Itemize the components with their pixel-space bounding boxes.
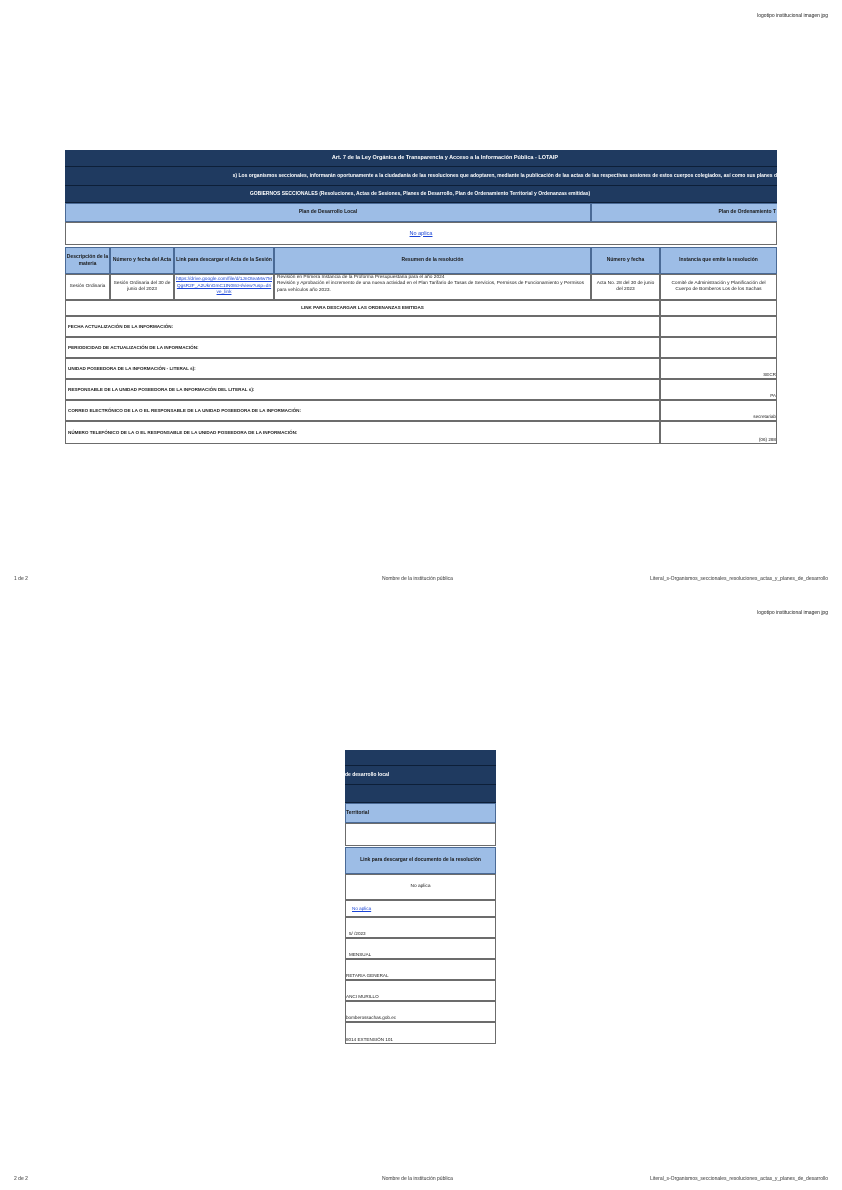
info-value-fecha	[660, 316, 777, 337]
continuation-table	[345, 750, 496, 1044]
cont-unidad-value: RETARIA GENERAL	[345, 959, 496, 980]
cont-fecha-value: 5/ /2023	[345, 917, 496, 938]
plan-desarrollo-header: Plan de Desarrollo Local	[65, 203, 591, 222]
col-resumen: Resumen de la resolución	[274, 247, 591, 274]
col-link-acta: Link para descargar el Acta de la Sesión	[174, 247, 274, 274]
info-value-responsable: PA	[660, 379, 777, 400]
institution-name-1: Nombre de la institución pública	[382, 576, 453, 582]
document-filename-2: Literal_s-Organismos_seccionales_resoluciones_actas_y_planes_de_desarrollo	[650, 1176, 828, 1182]
main-table	[65, 150, 777, 445]
info-label-unidad: UNIDAD POSEEDORA DE LA INFORMACIÓN - LITERAL s):	[65, 358, 660, 379]
col-numero-acta: Número y fecha del Acta	[110, 247, 174, 274]
info-label-correo: CORREO ELECTRÓNICO DE LA O EL RESPONSABLE DE LA UNIDAD POSEEDORA DE LA INFORMACIÓN:	[65, 400, 660, 421]
col-link-documento: Link para descargar el documento de la resolución	[345, 847, 496, 874]
cell-link-acta	[174, 274, 274, 300]
plan-ordenamiento-header: Plan de Ordenamiento T	[591, 203, 777, 222]
cont-correo-value: bomberossachas.gob.ec	[345, 1001, 496, 1022]
section-header: GOBIERNOS SECCIONALES (Resoluciones, Actas de Sesiones, Planes de Desarrollo, Plan de Ordenamiento Territorial y Ordenanzas emitidas)	[65, 186, 777, 203]
cont-telefono-value: 8014 EXTENSIÓN 101	[345, 1022, 496, 1044]
cont-section-band	[345, 785, 496, 803]
col-descripcion: Descripción de la materia	[65, 247, 110, 274]
cont-periodicidad-value: MENSUAL	[345, 938, 496, 959]
cont-ordenanzas-cell	[345, 900, 496, 917]
page-number-1: 1 de 2	[14, 576, 28, 582]
document-filename-1: Literal_s-Organismos_seccionales_resoluciones_actas_y_planes_de_desarrollo	[650, 576, 828, 582]
acta-download-link[interactable]: https://drive.google.com/file/d/1JnOteaMw7MQgsR2F_A2UknGmC1tN08cH/view?usp=drive_link	[176, 277, 272, 296]
cont-responsable-value: ANCI MURILLO	[345, 980, 496, 1001]
resumen-line-2: Revisión y Aprobación el incremento de una nueva actividad en el Plan Tarifario de Tasas de Servicios, Permisos de Funcionamiento y Permisos para vehículos año 2023.	[277, 281, 584, 293]
logo-placeholder-2: logotipo institucional imagen jpg	[757, 610, 828, 616]
cont-plan-label: de desarrollo local	[345, 766, 496, 785]
info-value-periodicidad	[660, 337, 777, 358]
info-value-correo: secretariab	[660, 400, 777, 421]
info-label-periodicidad: PERIODICIDAD DE ACTUALIZACIÓN DE LA INFORMACIÓN:	[65, 337, 660, 358]
info-label-telefono: NÚMERO TELEFÓNICO DE LA O EL RESPONSABLE DE LA UNIDAD POSEEDORA DE LA INFORMACIÓN:	[65, 421, 660, 444]
resumen-line-1: Revisión en Primera Instancia de la Proforma Presupuestaria para el año 2024	[277, 275, 445, 280]
cell-numero-acta: Sesión Ordinaria del 30 de junio del 2023	[110, 274, 174, 300]
cont-territorial-label: Territorial	[345, 803, 496, 823]
cont-empty-row	[345, 823, 496, 846]
cell-resumen	[274, 274, 591, 300]
institution-name-2: Nombre de la institución pública	[382, 1176, 453, 1182]
info-label-responsable: RESPONSABLE DE LA UNIDAD POSEEDORA DE LA INFORMACIÓN DEL LITERAL s):	[65, 379, 660, 400]
ordenanzas-link[interactable]: No aplica	[352, 906, 372, 911]
cell-numero-fecha: Acta No. 28 del 30 de junio del 2023	[591, 274, 660, 300]
page-number-2: 2 de 2	[14, 1176, 28, 1182]
logo-placeholder: logotipo institucional imagen jpg	[757, 13, 828, 19]
ordenanzas-value	[660, 300, 777, 316]
info-label-fecha: FECHA ACTUALIZACIÓN DE LA INFORMACIÓN:	[65, 316, 660, 337]
literal-description: s) Los organismos seccionales, informarán oportunamente a la ciudadanía de las resoluciones que adoptaren, mediante la publicación de las actas de las respectivas sesiones de estos cuerpos colegiados, así como sus planes d	[65, 167, 777, 186]
ordenanzas-label: LINK PARA DESCARGAR LAS ORDENANZAS EMITIDAS	[65, 300, 660, 316]
info-value-unidad: SECR	[660, 358, 777, 379]
cont-no-aplica-text: No aplica	[345, 874, 496, 900]
col-numero-fecha: Número y fecha	[591, 247, 660, 274]
no-aplica-link[interactable]: No aplica	[409, 230, 433, 237]
info-value-telefono: (06) 288	[660, 421, 777, 444]
no-aplica-row	[65, 222, 777, 245]
cell-instancia: Comité de Administración y Planificación del Cuerpo de Bomberos Los de los Sachas	[660, 274, 777, 300]
cont-title-band	[345, 750, 496, 766]
cell-descripcion: Sesión Ordinaria	[65, 274, 110, 300]
col-instancia: Instancia que emite la resolución	[660, 247, 777, 274]
table-title: Art. 7 de la Ley Orgánica de Transparencia y Acceso a la Información Pública - LOTAIP	[65, 150, 777, 167]
